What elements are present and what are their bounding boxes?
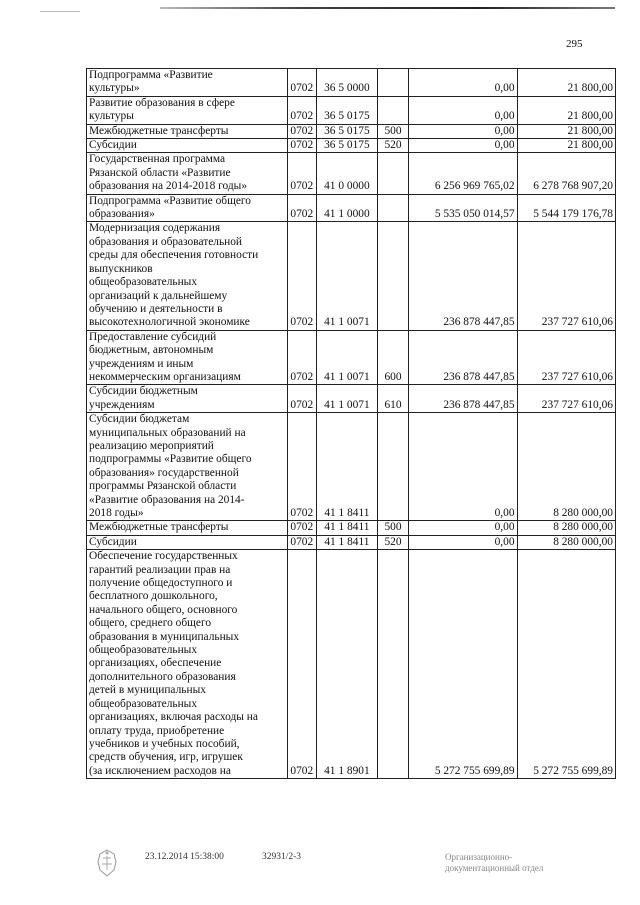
expense-name-line: организаций к дальнейшему xyxy=(89,289,228,302)
expense-name-line: Рязанской области «Развитие xyxy=(89,166,231,179)
target-article-cell: 36 5 0000 xyxy=(316,69,378,97)
expense-name-cell xyxy=(87,194,288,222)
expense-name-line: программы Рязанской области xyxy=(89,480,237,493)
table-row xyxy=(87,330,616,385)
table-row xyxy=(87,222,616,330)
expense-name-line: учебников и учебных пособий, xyxy=(89,737,240,750)
expense-name-line: образования и образовательной xyxy=(89,235,243,248)
expense-name-line: Подпрограмма «Развитие xyxy=(89,69,213,81)
expense-name-cell xyxy=(87,413,288,521)
expense-name-cell xyxy=(87,521,288,535)
expense-type-cell xyxy=(378,413,409,521)
amount-second-year-cell: 21 800,00 xyxy=(517,96,615,124)
amount-first-year-cell: 0,00 xyxy=(408,139,517,153)
footer-datetime: 23.12.2014 15:38:00 xyxy=(145,852,224,862)
target-article-cell: 41 1 8411 xyxy=(316,413,378,521)
expense-type-cell xyxy=(378,550,409,779)
section-code-cell: 0702 xyxy=(287,385,316,413)
expense-name-line: получение общедоступного и xyxy=(89,577,233,590)
amount-first-year-cell: 0,00 xyxy=(408,413,517,521)
expense-type-cell: 520 xyxy=(378,139,409,153)
expense-name-line: Предоставление субсидий xyxy=(89,330,217,343)
expense-name-line: Межбюджетные трансферты xyxy=(89,124,229,137)
amount-second-year-cell: 5 272 755 699,89 xyxy=(517,550,615,779)
scan-top-line xyxy=(160,7,615,9)
section-code-cell: 0702 xyxy=(287,535,316,549)
budget-table-body xyxy=(87,69,616,779)
stamp-line: документационный отдел xyxy=(445,863,544,873)
section-code-cell: 0702 xyxy=(287,153,316,194)
expense-name-line: Межбюджетные трансферты xyxy=(89,521,229,534)
footer-department-stamp xyxy=(445,852,543,874)
expense-type-cell: 600 xyxy=(378,330,409,385)
expense-name-line: учреждениям и иным xyxy=(89,357,194,370)
amount-first-year-cell: 6 256 969 765,02 xyxy=(408,153,517,194)
expense-name-line: реализацию мероприятий xyxy=(89,439,214,452)
expense-name-cell xyxy=(87,69,288,97)
expense-name-line: Субсидии бюджетам xyxy=(89,413,190,426)
expense-name-line: общего, среднего общего xyxy=(89,617,212,630)
expense-name-line: подпрограммы «Развитие общего xyxy=(89,453,252,466)
expense-name-line: общеобразовательных xyxy=(89,644,198,657)
expense-type-cell xyxy=(378,96,409,124)
expense-name-cell xyxy=(87,550,288,779)
expense-name-line: (за исключением расходов на xyxy=(89,764,231,777)
amount-first-year-cell: 0,00 xyxy=(408,124,517,138)
section-code-cell: 0702 xyxy=(287,521,316,535)
target-article-cell: 36 5 0175 xyxy=(316,139,378,153)
expense-type-cell: 500 xyxy=(378,124,409,138)
section-code-cell: 0702 xyxy=(287,550,316,779)
target-article-cell: 41 1 0071 xyxy=(316,222,378,330)
coat-of-arms-emblem xyxy=(94,848,120,878)
expense-type-cell: 520 xyxy=(378,535,409,549)
amount-second-year-cell: 237 727 610,06 xyxy=(517,330,615,385)
footer-document-code: 32931/2-3 xyxy=(262,852,302,862)
section-code-cell: 0702 xyxy=(287,69,316,97)
expense-name-line: Развитие образования в сфере xyxy=(89,96,235,109)
expense-name-line: Государственная программа xyxy=(89,153,226,166)
expense-name-line: учреждениям xyxy=(89,398,155,411)
expense-name-line: Субсидии xyxy=(89,535,137,548)
table-row xyxy=(87,521,616,535)
amount-first-year-cell: 236 878 447,85 xyxy=(408,222,517,330)
section-code-cell: 0702 xyxy=(287,222,316,330)
section-code-cell: 0702 xyxy=(287,413,316,521)
expense-name-line: начального общего, основного xyxy=(89,603,238,616)
target-article-cell: 41 0 0000 xyxy=(316,153,378,194)
amount-first-year-cell: 0,00 xyxy=(408,535,517,549)
section-code-cell: 0702 xyxy=(287,96,316,124)
target-article-cell: 41 1 8411 xyxy=(316,521,378,535)
table-row xyxy=(87,550,616,779)
expense-name-line: 2018 годы» xyxy=(89,507,144,519)
table-row xyxy=(87,413,616,521)
expense-name-cell xyxy=(87,385,288,413)
table-row xyxy=(87,124,616,138)
amount-second-year-cell: 237 727 610,06 xyxy=(517,385,615,413)
expense-name-line: Субсидии бюджетным xyxy=(89,385,198,398)
table-row xyxy=(87,69,616,97)
target-article-cell: 41 1 0071 xyxy=(316,330,378,385)
stamp-line: Организационно- xyxy=(445,852,513,862)
target-article-cell: 41 1 0000 xyxy=(316,194,378,222)
expense-name-line: некоммерческим организациям xyxy=(89,370,241,383)
table-row xyxy=(87,194,616,222)
section-code-cell: 0702 xyxy=(287,194,316,222)
expense-name-line: гарантий реализации прав на xyxy=(89,563,231,576)
expense-name-line: образования» государственной xyxy=(89,466,239,479)
expense-name-line: общеобразовательных xyxy=(89,276,198,289)
expense-name-line: средств обучения, игр, игрушек xyxy=(89,751,243,764)
amount-second-year-cell: 21 800,00 xyxy=(517,139,615,153)
expense-type-cell: 500 xyxy=(378,521,409,535)
table-row xyxy=(87,385,616,413)
amount-second-year-cell: 6 278 768 907,20 xyxy=(517,153,615,194)
budget-table xyxy=(86,68,616,779)
expense-name-cell xyxy=(87,96,288,124)
expense-type-cell xyxy=(378,222,409,330)
table-row xyxy=(87,96,616,124)
amount-first-year-cell: 0,00 xyxy=(408,521,517,535)
expense-name-line: муниципальных образований на xyxy=(89,426,246,439)
expense-name-line: образования на 2014-2018 годы» xyxy=(89,180,248,193)
expense-name-cell xyxy=(87,124,288,138)
amount-first-year-cell: 5 535 050 014,57 xyxy=(408,194,517,222)
target-article-cell: 41 1 8901 xyxy=(316,550,378,779)
expense-name-line: общеобразовательных xyxy=(89,697,198,710)
expense-type-cell xyxy=(378,153,409,194)
section-code-cell: 0702 xyxy=(287,124,316,138)
expense-name-cell xyxy=(87,330,288,385)
expense-name-line: культуры xyxy=(89,110,134,123)
expense-name-line: оплату труда, приобретение xyxy=(89,724,225,737)
expense-name-line: организациях, включая расходы на xyxy=(89,711,258,724)
amount-second-year-cell: 8 280 000,00 xyxy=(517,521,615,535)
page-number: 295 xyxy=(566,38,583,50)
section-code-cell: 0702 xyxy=(287,139,316,153)
table-row xyxy=(87,153,616,194)
amount-second-year-cell: 21 800,00 xyxy=(517,124,615,138)
expense-name-line: обучению и деятельности в xyxy=(89,302,223,315)
amount-first-year-cell: 236 878 447,85 xyxy=(408,330,517,385)
section-code-cell: 0702 xyxy=(287,330,316,385)
amount-first-year-cell: 0,00 xyxy=(408,96,517,124)
amount-first-year-cell: 236 878 447,85 xyxy=(408,385,517,413)
expense-name-line: выпускников xyxy=(89,262,153,275)
expense-type-cell xyxy=(378,69,409,97)
expense-name-line: дополнительного образования xyxy=(89,670,236,683)
expense-name-line: среды для обеспечения готовности xyxy=(89,249,259,262)
amount-first-year-cell: 0,00 xyxy=(408,69,517,97)
expense-name-line: образования в муниципальных xyxy=(89,630,240,643)
expense-name-line: культуры» xyxy=(89,82,140,95)
target-article-cell: 41 1 0071 xyxy=(316,385,378,413)
expense-name-line: Обеспечение государственных xyxy=(89,550,238,563)
target-article-cell: 36 5 0175 xyxy=(316,96,378,124)
target-article-cell: 41 1 8411 xyxy=(316,535,378,549)
expense-name-line: Подпрограмма «Развитие общего xyxy=(89,194,251,207)
target-article-cell: 36 5 0175 xyxy=(316,124,378,138)
expense-name-cell xyxy=(87,139,288,153)
table-row xyxy=(87,139,616,153)
expense-name-line: детей в муниципальных xyxy=(89,684,206,697)
expense-name-line: бюджетным, автономным xyxy=(89,344,214,357)
expense-name-line: «Развитие образования на 2014- xyxy=(89,493,245,506)
scan-top-mark xyxy=(40,11,80,12)
expense-name-line: образования» xyxy=(89,208,155,221)
expense-type-cell: 610 xyxy=(378,385,409,413)
expense-name-cell xyxy=(87,535,288,549)
expense-name-line: организациях, обеспечение xyxy=(89,657,222,670)
amount-second-year-cell: 237 727 610,06 xyxy=(517,222,615,330)
expense-name-line: Модернизация содержания xyxy=(89,222,221,235)
expense-name-line: высокотехнологичной экономике xyxy=(89,316,250,329)
expense-name-cell xyxy=(87,153,288,194)
amount-second-year-cell: 8 280 000,00 xyxy=(517,413,615,521)
amount-second-year-cell: 5 544 179 176,78 xyxy=(517,194,615,222)
expense-name-line: Субсидии xyxy=(89,139,137,152)
amount-first-year-cell: 5 272 755 699,89 xyxy=(408,550,517,779)
amount-second-year-cell: 8 280 000,00 xyxy=(517,535,615,549)
amount-second-year-cell: 21 800,00 xyxy=(517,69,615,97)
table-row xyxy=(87,535,616,549)
expense-name-line: бесплатного дошкольного, xyxy=(89,590,218,603)
expense-name-cell xyxy=(87,222,288,330)
expense-type-cell xyxy=(378,194,409,222)
